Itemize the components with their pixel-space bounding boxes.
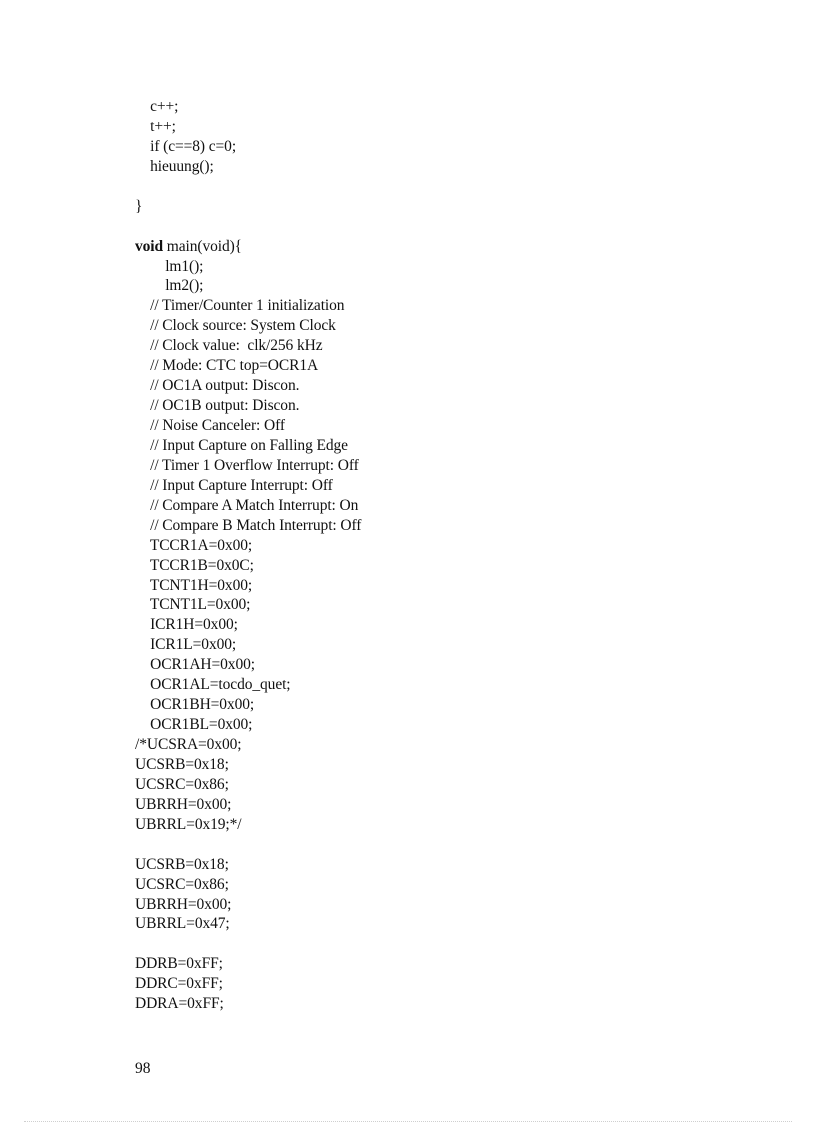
code-line — [135, 795, 361, 815]
code-line-indent — [135, 297, 150, 314]
code-text: ICR1L=0x00; — [150, 636, 237, 654]
code-line — [135, 257, 361, 277]
code-line — [135, 895, 361, 915]
code-line-indent — [135, 357, 150, 374]
code-text: // Timer/Counter 1 initialization — [150, 297, 345, 315]
code-text: main(void){ — [163, 237, 243, 255]
code-line — [135, 615, 361, 635]
code-line — [135, 237, 361, 257]
code-text: // Clock source: System Clock — [150, 317, 336, 335]
code-text: OCR1BH=0x00; — [150, 696, 255, 714]
code-line — [135, 835, 361, 855]
code-text: ICR1H=0x00; — [150, 616, 238, 634]
code-line — [135, 276, 361, 296]
code-text: t++; — [150, 117, 176, 135]
code-line-indent — [135, 118, 150, 135]
code-line — [135, 217, 361, 237]
code-line — [135, 316, 361, 336]
code-line — [135, 336, 361, 356]
code-text: // Mode: CTC top=OCR1A — [150, 357, 319, 375]
code-text: if (c==8) c=0; — [150, 137, 237, 155]
code-line — [135, 356, 361, 376]
code-line-indent — [135, 158, 150, 175]
code-keyword: void — [135, 237, 164, 255]
code-text: UCSRB=0x18; — [135, 755, 229, 773]
code-line — [135, 157, 361, 177]
code-line — [135, 556, 361, 576]
code-line-indent — [135, 596, 150, 613]
code-text: // OC1A output: Discon. — [150, 377, 300, 395]
page-number: 98 — [135, 1060, 151, 1077]
code-line — [135, 576, 361, 596]
code-line — [135, 117, 361, 137]
code-text: lm2(); — [165, 277, 204, 295]
code-text: UBRRL=0x47; — [135, 915, 230, 933]
code-line-indent — [135, 437, 150, 454]
code-text: // Timer 1 Overflow Interrupt: Off — [150, 456, 359, 474]
code-text: lm1(); — [165, 257, 204, 275]
code-text: // Compare B Match Interrupt: Off — [150, 516, 362, 534]
code-line — [135, 954, 361, 974]
code-line — [135, 994, 361, 1014]
code-line — [135, 296, 361, 316]
code-text: OCR1AL=tocdo_quet; — [150, 676, 291, 694]
code-line-indent — [135, 716, 150, 733]
code-line — [135, 635, 361, 655]
code-line-indent — [135, 676, 150, 693]
code-line-indent — [135, 377, 150, 394]
code-line — [135, 536, 361, 556]
code-text: TCNT1L=0x00; — [149, 596, 251, 614]
code-line-indent — [135, 477, 150, 494]
code-line-indent — [135, 277, 165, 294]
code-text: DDRB=0xFF; — [135, 955, 223, 973]
code-line — [135, 875, 361, 895]
code-text: } — [135, 197, 143, 215]
code-line — [135, 416, 361, 436]
code-text: // Input Capture on Falling Edge — [150, 436, 348, 454]
code-line-indent — [135, 317, 150, 334]
code-line — [135, 197, 361, 217]
code-line — [135, 137, 361, 157]
code-line-indent — [135, 616, 150, 633]
code-line-indent — [135, 397, 150, 414]
code-line — [135, 775, 361, 795]
code-text: /*UCSRA=0x00; — [135, 736, 242, 753]
code-text: UBRRH=0x00; — [135, 895, 232, 913]
code-line-indent — [135, 138, 150, 155]
code-listing — [135, 97, 361, 1014]
code-line — [135, 755, 361, 775]
code-line — [135, 376, 361, 396]
code-line — [135, 496, 361, 516]
code-line — [135, 177, 361, 197]
code-line — [135, 97, 361, 117]
code-text: // Input Capture Interrupt: Off — [150, 476, 333, 494]
code-line — [135, 436, 361, 456]
code-text: OCR1AH=0x00; — [150, 656, 255, 674]
code-text: TCCR1A=0x00; — [149, 536, 253, 554]
code-line — [135, 595, 361, 615]
code-text: UBRRH=0x00; — [135, 795, 232, 813]
code-text: // Compare A Match Interrupt: On — [150, 496, 359, 514]
code-line-indent — [135, 98, 150, 115]
code-text: TCNT1H=0x00; — [149, 576, 253, 594]
code-text: c++; — [150, 98, 179, 115]
code-line-indent — [135, 636, 150, 653]
code-line-indent — [135, 537, 150, 554]
code-line-indent — [135, 696, 150, 713]
code-line-indent — [135, 457, 150, 474]
code-line — [135, 914, 361, 934]
code-line — [135, 715, 361, 735]
code-line-indent — [135, 497, 150, 514]
code-text: TCCR1B=0x0C; — [149, 556, 254, 574]
code-line-indent — [135, 517, 150, 534]
code-line — [135, 476, 361, 496]
code-line-indent — [135, 258, 165, 275]
code-text: UCSRC=0x86; — [135, 775, 229, 793]
code-line — [135, 456, 361, 476]
page-bottom-divider — [24, 1121, 792, 1122]
code-text: UBRRL=0x19;*/ — [135, 815, 242, 833]
code-line — [135, 655, 361, 675]
code-line — [135, 396, 361, 416]
code-line-indent — [135, 557, 150, 574]
code-text: UCSRC=0x86; — [135, 875, 229, 893]
code-line — [135, 934, 361, 954]
code-line — [135, 675, 361, 695]
code-line-indent — [135, 337, 150, 354]
code-text: // Noise Canceler: Off — [150, 417, 285, 434]
code-line — [135, 974, 361, 994]
code-text: DDRA=0xFF; — [135, 995, 224, 1013]
code-text: OCR1BL=0x00; — [150, 716, 253, 734]
code-line — [135, 815, 361, 835]
code-text: // OC1B output: Discon. — [150, 397, 300, 415]
code-text: UCSRB=0x18; — [135, 855, 229, 873]
code-line — [135, 735, 361, 755]
code-line-indent — [135, 577, 150, 594]
code-line — [135, 695, 361, 715]
code-line-indent — [135, 417, 150, 434]
code-line — [135, 516, 361, 536]
code-text: DDRC=0xFF; — [135, 975, 223, 993]
code-text: // Clock value: clk/256 kHz — [150, 337, 323, 355]
code-line — [135, 855, 361, 875]
code-text: hieuung(); — [150, 157, 214, 175]
code-line-indent — [135, 656, 150, 673]
